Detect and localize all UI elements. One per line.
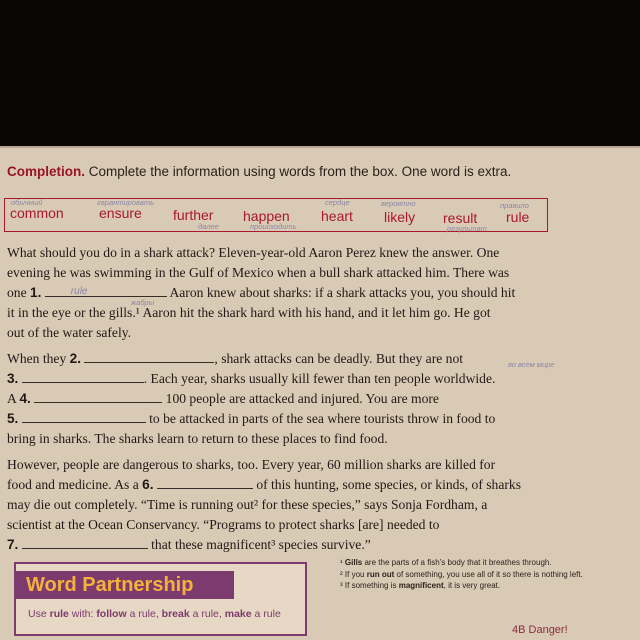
handwritten-answer: rule xyxy=(70,286,88,297)
text-span: with: xyxy=(71,608,94,620)
blank-number-7: 7. xyxy=(7,537,19,552)
text-line: may die out completely. “Time is running out² for these species,” says Sonja Fordham, a xyxy=(7,497,488,512)
text-span: a rule, xyxy=(192,608,222,620)
word-further: further xyxy=(173,207,214,223)
text-line: However, people are dangerous to sharks, too. Every year, 60 million sharks are killed for xyxy=(7,457,496,472)
text-line xyxy=(7,409,495,429)
handwritten-note: обычный xyxy=(11,198,43,207)
text-span: make xyxy=(224,608,252,620)
handwritten-note: происходить xyxy=(250,222,297,231)
text-span: a rule xyxy=(254,608,281,620)
text-span: to be attacked in parts of the sea where tourists throw in food to xyxy=(149,411,496,426)
footnote-1 xyxy=(340,558,552,567)
footnote-text: If you xyxy=(344,570,365,579)
handwritten-note: гарантировать xyxy=(97,198,155,207)
word-common: common xyxy=(10,205,64,221)
footnote-term: Gills xyxy=(344,558,363,567)
text-span: rule xyxy=(49,608,69,620)
text-span: Aaron knew about sharks: if a shark attacks you, you should hit xyxy=(169,285,516,300)
word-partnership-box xyxy=(14,562,307,636)
footnote-term: magnificent xyxy=(398,581,444,590)
word-happen: happen xyxy=(243,208,290,224)
footnote-text: If something is xyxy=(344,581,397,590)
blank-6[interactable] xyxy=(157,476,253,489)
blank-3[interactable] xyxy=(22,370,144,383)
text-span: , shark attacks can be deadly. But they are not xyxy=(214,351,464,366)
word-partnership-title: Word Partnership xyxy=(16,571,234,599)
footnote-marker: ³ xyxy=(340,581,343,590)
footnote-3 xyxy=(340,581,500,590)
blank-number-6: 6. xyxy=(142,477,154,492)
text-span: food and medicine. As a xyxy=(7,477,139,492)
text-line xyxy=(7,369,495,389)
handwritten-note: правило xyxy=(500,201,529,210)
handwritten-note: далее xyxy=(198,222,219,231)
text-line xyxy=(7,389,439,409)
text-line: scientist at the Ocean Conservancy. “Programs to protect sharks [are] needed to xyxy=(7,517,440,532)
footnote-text: of something, you use all of it so there is nothing left. xyxy=(396,570,583,579)
word-result: result xyxy=(443,210,478,226)
text-span: 100 people are attacked and injured. You are more xyxy=(165,391,439,406)
text-span: A xyxy=(7,391,17,406)
handwritten-note: сердце xyxy=(325,198,350,207)
word-heart: heart xyxy=(321,208,353,224)
exercise-title: Completion. xyxy=(7,164,85,179)
footnote-text: are the parts of a fish’s body that it breathes through. xyxy=(364,558,552,567)
text-line xyxy=(7,475,521,495)
text-span: break xyxy=(161,608,190,620)
text-line xyxy=(7,535,371,555)
blank-2[interactable] xyxy=(84,350,214,363)
blank-number-2: 2. xyxy=(69,351,82,366)
footnote-marker: ² xyxy=(340,570,343,579)
blank-number-1: 1. xyxy=(30,285,42,300)
text-line xyxy=(7,349,463,369)
text-span: that these magnificent³ species survive.” xyxy=(151,537,371,552)
exercise-instruction: Complete the information using words from the box. One word is extra. xyxy=(88,164,512,179)
footnote-2 xyxy=(340,570,583,579)
word-ensure: ensure xyxy=(99,205,142,221)
blank-7[interactable] xyxy=(22,536,148,549)
word-partnership-text xyxy=(28,608,281,620)
word-likely: likely xyxy=(384,209,416,225)
text-span: Use xyxy=(28,608,47,620)
blank-4[interactable] xyxy=(34,390,162,403)
handwritten-note: результат xyxy=(447,224,487,233)
text-span: a rule, xyxy=(129,608,159,620)
blank-number-4: 4. xyxy=(19,391,31,406)
text-line: out of the water safely. xyxy=(7,325,132,340)
blank-5[interactable] xyxy=(22,410,146,423)
footnote-text: , it is very great. xyxy=(443,581,501,590)
textbook-page xyxy=(0,146,640,640)
text-span: When they xyxy=(7,351,67,366)
page-top-rule xyxy=(0,146,640,148)
footnote-marker: ¹ xyxy=(340,558,343,567)
text-span: follow xyxy=(96,608,127,620)
blank-number-3: 3. xyxy=(7,371,19,386)
handwritten-note: вероятно xyxy=(381,199,416,208)
word-rule: rule xyxy=(506,209,530,225)
text-line: What should you do in a shark attack? Eleven-year-old Aaron Perez knew the answer. One xyxy=(7,245,500,260)
handwritten-note: во всем мире xyxy=(508,360,555,369)
exercise-heading xyxy=(7,164,511,179)
text-span: of this hunting, some species, or kinds, of sharks xyxy=(256,477,521,492)
blank-1[interactable] xyxy=(45,284,167,297)
text-line: evening he was swimming in the Gulf of Mexico when a bull shark attacked him. There was xyxy=(7,265,510,280)
text-span: one xyxy=(7,285,27,300)
text-span: . Each year, sharks usually kill fewer than ten people worldwide. xyxy=(143,371,496,386)
text-line xyxy=(7,283,515,303)
text-line: it in the eye or the gills.¹ Aaron hit the shark hard with his hand, and it let him go. He got xyxy=(7,305,491,320)
page-footer: 4B Danger! xyxy=(512,624,568,636)
blank-number-5: 5. xyxy=(7,411,19,426)
text-line: bring in sharks. The sharks learn to return to these places to find food. xyxy=(7,431,388,446)
handwritten-note: жабры xyxy=(131,298,155,307)
footnote-term: run out xyxy=(366,570,395,579)
